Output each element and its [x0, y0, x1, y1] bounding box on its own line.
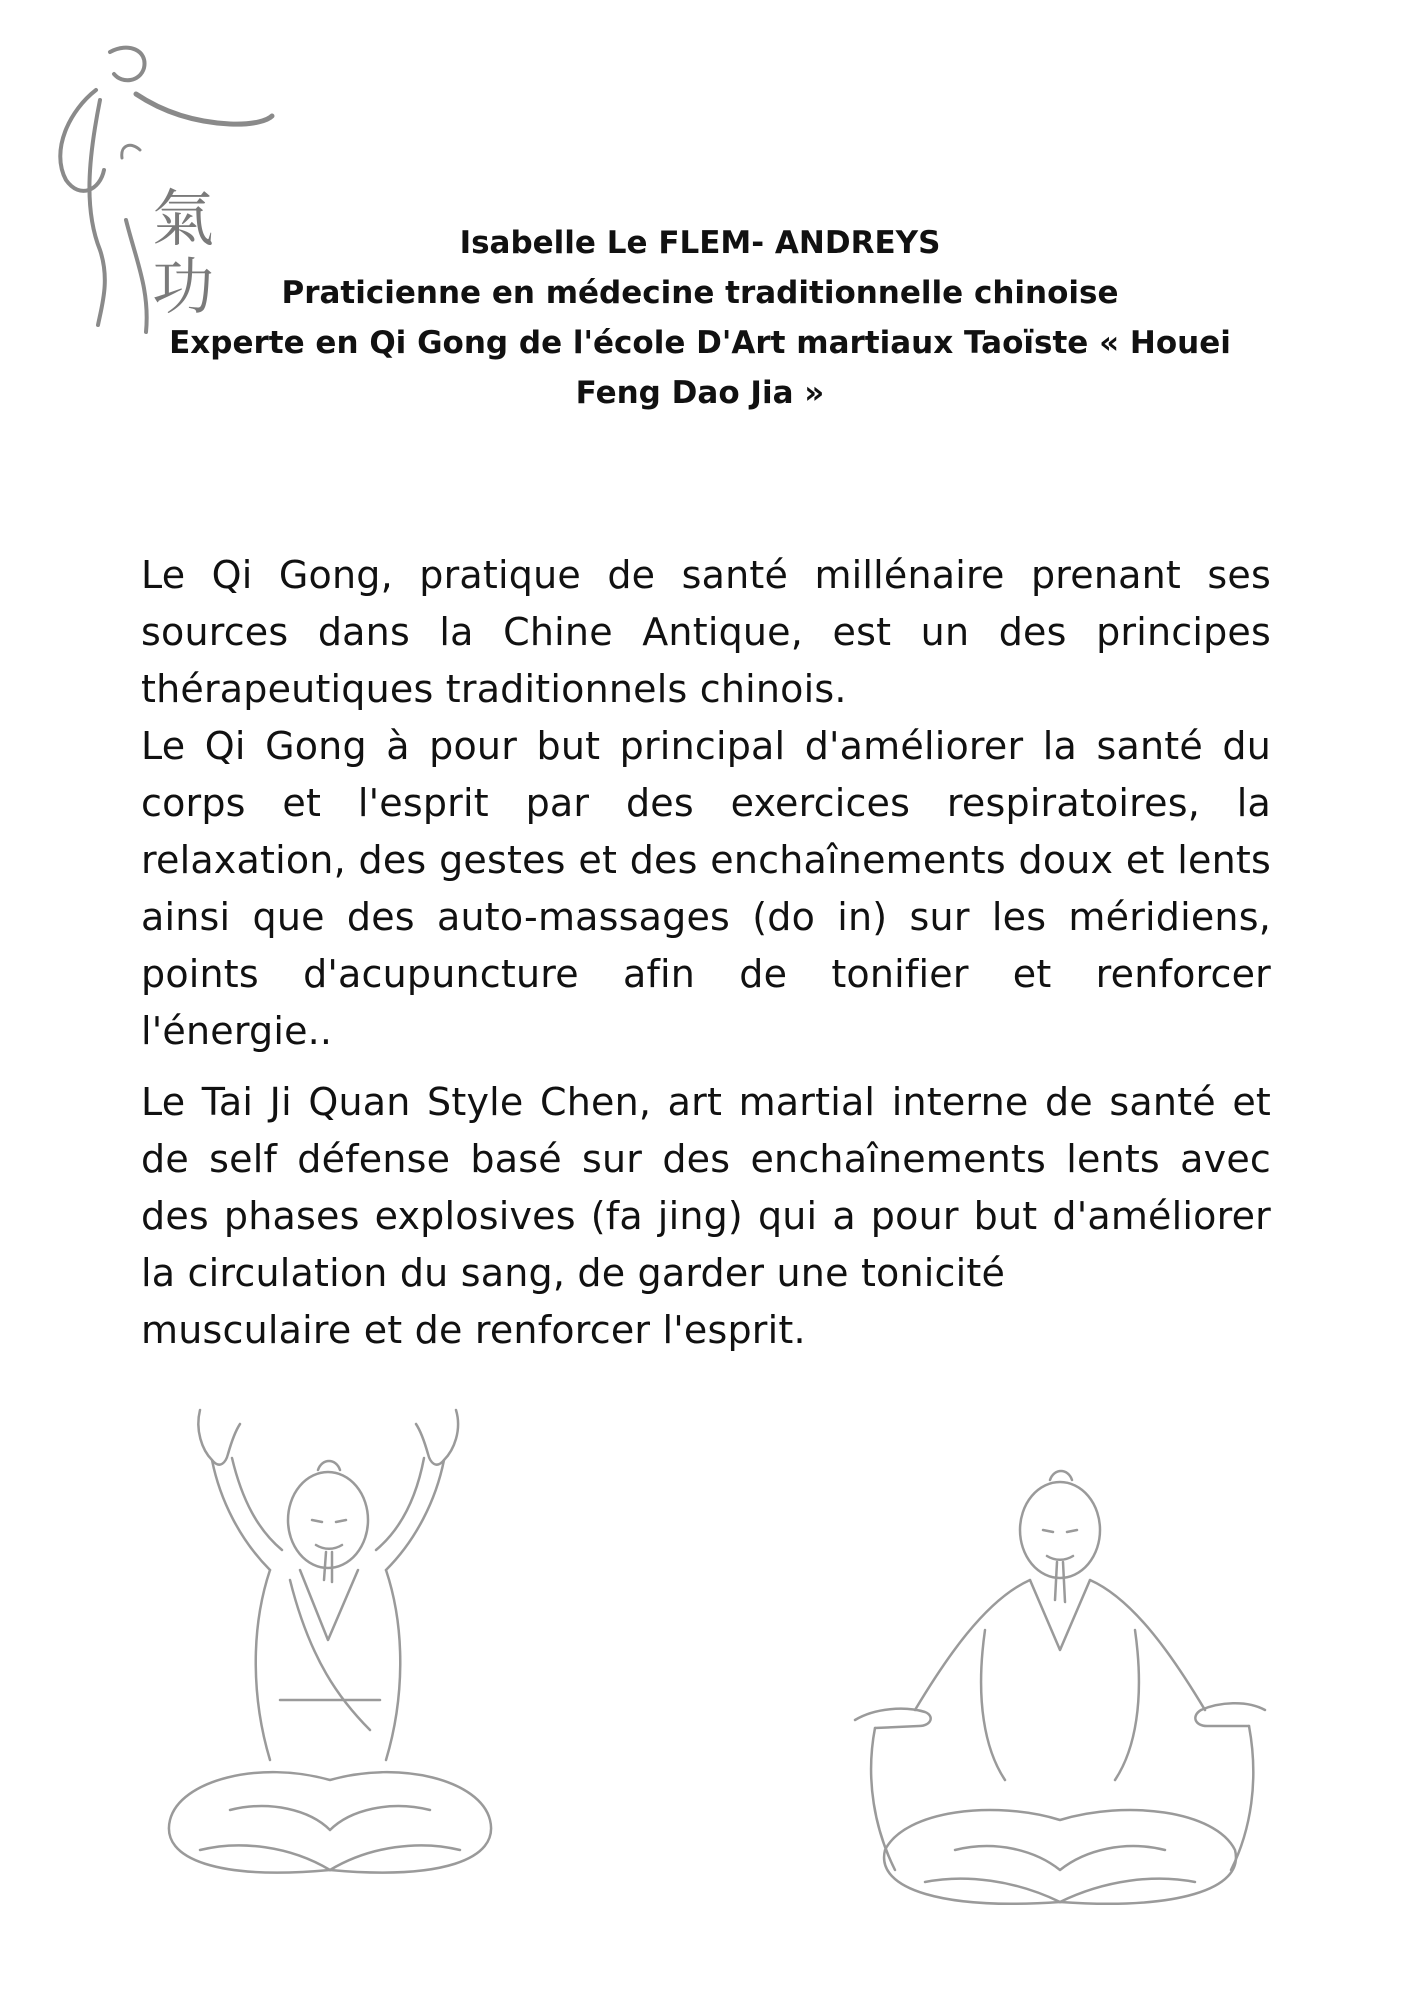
taiji-section [141, 1074, 1271, 1359]
qigong-section [141, 547, 1271, 1060]
meditating-figure-left [140, 1400, 540, 1940]
meditating-figure-right [835, 1450, 1285, 1950]
meditating-figure-hands-open-icon [835, 1450, 1285, 1950]
meditating-figure-arms-raised-icon [140, 1400, 540, 1940]
author-name: Isabelle Le FLEM- ANDREYS [459, 225, 941, 261]
taiji-description-continuation: musculaire et de renforcer l'esprit. [141, 1308, 806, 1352]
author-expertise-line-1: Experte en Qi Gong de l'école D'Art martiaux Taoïste « Houei [169, 325, 1231, 361]
qigong-intro-paragraph: Le Qi Gong, pratique de santé millénaire prenant ses sources dans la Chine Antique, est un des principes thérapeutiques traditionnels chinois. [141, 553, 1271, 711]
taiji-description-paragraph: Le Tai Ji Quan Style Chen, art martial interne de santé et de self défense basé sur des enchaînements lents avec des phases explosives (fa jing) qui a pour but d'améliorer la circulation du sang, de garder une tonicité [141, 1080, 1271, 1295]
gong-character: 功 [152, 250, 215, 323]
header-block [150, 218, 1250, 418]
qigong-goal-paragraph: Le Qi Gong à pour but principal d'améliorer la santé du corps et l'esprit par des exercices respiratoires, la relaxation, des gestes et des enchaînements doux et lents ainsi que des auto-massages (do in) sur les méridiens, points d'acupuncture afin de tonifier et renforcer l'énergie.. [141, 724, 1271, 1053]
author-expertise-line-2: Feng Dao Jia » [575, 375, 825, 411]
author-role: Praticienne en médecine traditionnelle chinoise [281, 275, 1119, 311]
qi-character: 氣 [152, 182, 215, 255]
